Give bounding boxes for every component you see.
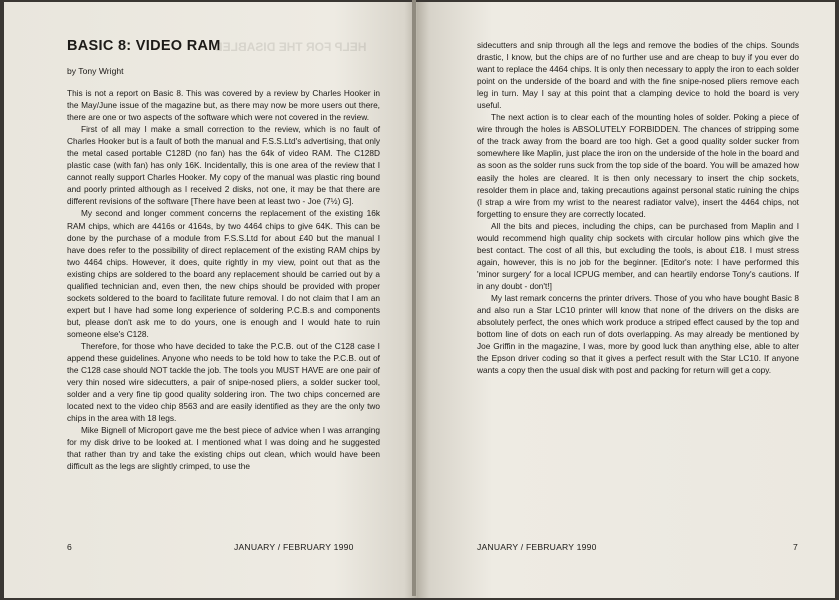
magazine-spread: [4, 2, 835, 598]
article-title: BASIC 8: VIDEO RAM: [67, 38, 221, 54]
show-through-text: HELP FOR THE DISABLED: [214, 40, 367, 54]
paragraph: This is not a report on Basic 8. This was covered by a review by Charles Hooker in the May/June issue of the magazine but, as there may now be more users out there, there are one or two aspects of the software which were not covered in the review.: [67, 88, 380, 123]
paragraph: My second and longer comment concerns the replacement of the existing 16k RAM chips, which are 4416s or 4164s, by two 4464 chips to give 64K. This can be done by the purchase of a module from F.S.S.Ltd for about £40 but the manual I have does refer to the possibility of direct replacement of the existing RAM chips by two 4464 chips. However, it does, quite rightly in my view, point out that as the existing chips are soldered to the board any replacement should be carried out by a qualified technician and, even then, the new chips should be provided with proper sockets soldered to the board to facilitate future removal. I do not claim that I am an expert but I have had some long experience of soldering P.C.B.s and components but, please don't ask me to do yours, one is enough and I would hate to ruin someone else's C128.: [67, 208, 380, 339]
paragraph: Therefore, for those who have decided to take the P.C.B. out of the C128 case I append these guidelines. Anyone who needs to be told how to take the P.C.B. out of the C128 case should NOT tackle the job. The tools you MUST HAVE are one pair of very thin nosed wire sidecutters, a pair of snipe-nosed pliers, a solder sucker tool, solder and a very fine tip good quality soldering iron. The two chips concerned are located next to the video chip 8563 and are easily identified as they are the only two chips in the area with 18 legs.: [67, 340, 380, 424]
page-number: 7: [793, 542, 798, 552]
right-page: [417, 2, 835, 598]
left-page-content: [67, 38, 380, 473]
paragraph: sidecutters and snip through all the legs and remove the bodies of the chips. Sounds drastic, I know, but the chips are of no further use and are cheap to buy if you ever do want to replace the 4464 chips. It is only then necessary to apply the iron to each solder point on the underside of the board and with the fine snipe-nosed pliers remove each leg in turn. May I say at this point that a clamping device to hold the board is very useful.: [477, 40, 799, 111]
paragraph: My last remark concerns the printer drivers. Those of you who have bought Basic 8 and also run a Star LC10 printer will know that none of the drivers on the disks are absolutely perfect, the ones which work produce a striped effect caused by the top and bottom line of dots on each run of dots overlapping. As may already be mentioned by Joe Griffin in the magazine, I was, more by good luck than anything else, able to alter the Epson driver coding so that it gives a perfect result with the Star LC10. If anyone wants a copy then the usual disk with post and packing for return will get a copy.: [477, 292, 799, 376]
paragraph: The next action is to clear each of the mounting holes of solder. Poking a piece of wire through the holes is ABSOLUTELY FORBIDDEN. The chances of stripping some of the track away from the board are too high. Get a good quality solder sucker from somewhere like Maplin, just place the iron on the underside of the hole in the board and as soon as the solder runs suck from the top side of the board. You will be amazed how easily the holes are cleared. It is then only necessary to insert the chip sockets, resolder them in place and, taking precautions against personal static ruining the chips (I strap a wire from my wrist to the nearest radiator valve), insert the 4464 chips, not forgetting to ensure they are correctly located.: [477, 112, 799, 219]
page-number: 6: [67, 542, 72, 552]
left-page: [4, 2, 417, 598]
paragraph: First of all may I make a small correction to the review, which is no fault of Charles Hooker but is a fault of both the manual and F.S.S.Ltd's advertising, that only the metal cased portable C128D (no fan) has the 64k of video RAM. The C128D plastic case (with fan) has only 16K. Incidentally, this is one area of the review that I cannot really support Charles Hooker. My copy of the manual was plastic ring bound and poorly printed although as I received 2 disks, not one, it may be that there are different revisions of the software [There have been at least two - Joe (7½) G].: [67, 124, 380, 207]
footer-date: JANUARY / FEBRUARY 1990: [477, 542, 597, 552]
paragraph: All the bits and pieces, including the chips, can be purchased from Maplin and I would recommend high quality chip sockets with circular hollow pins which give the best contact. The cost of all this, but excluding the tools, is about £18. I must stress again, however, this is no job for the beginner. [Editor's note: I have performed this 'minor surgery' for a local ICPUG member, and can heartily endorse Tony's cautions. If in any doubt - don't!]: [477, 220, 799, 291]
page-gutter: [412, 0, 416, 596]
paragraph: Mike Bignell of Microport gave me the best piece of advice when I was arranging for my disk drive to be looked at. I mentioned what I was doing and he suggested that rather than try and take the existing chips out clean, which would have been difficult as the legs are slightly crimped, to use the: [67, 425, 380, 472]
article-byline: by Tony Wright: [67, 66, 124, 76]
right-page-content: [477, 39, 799, 376]
footer-date: JANUARY / FEBRUARY 1990: [234, 542, 354, 552]
